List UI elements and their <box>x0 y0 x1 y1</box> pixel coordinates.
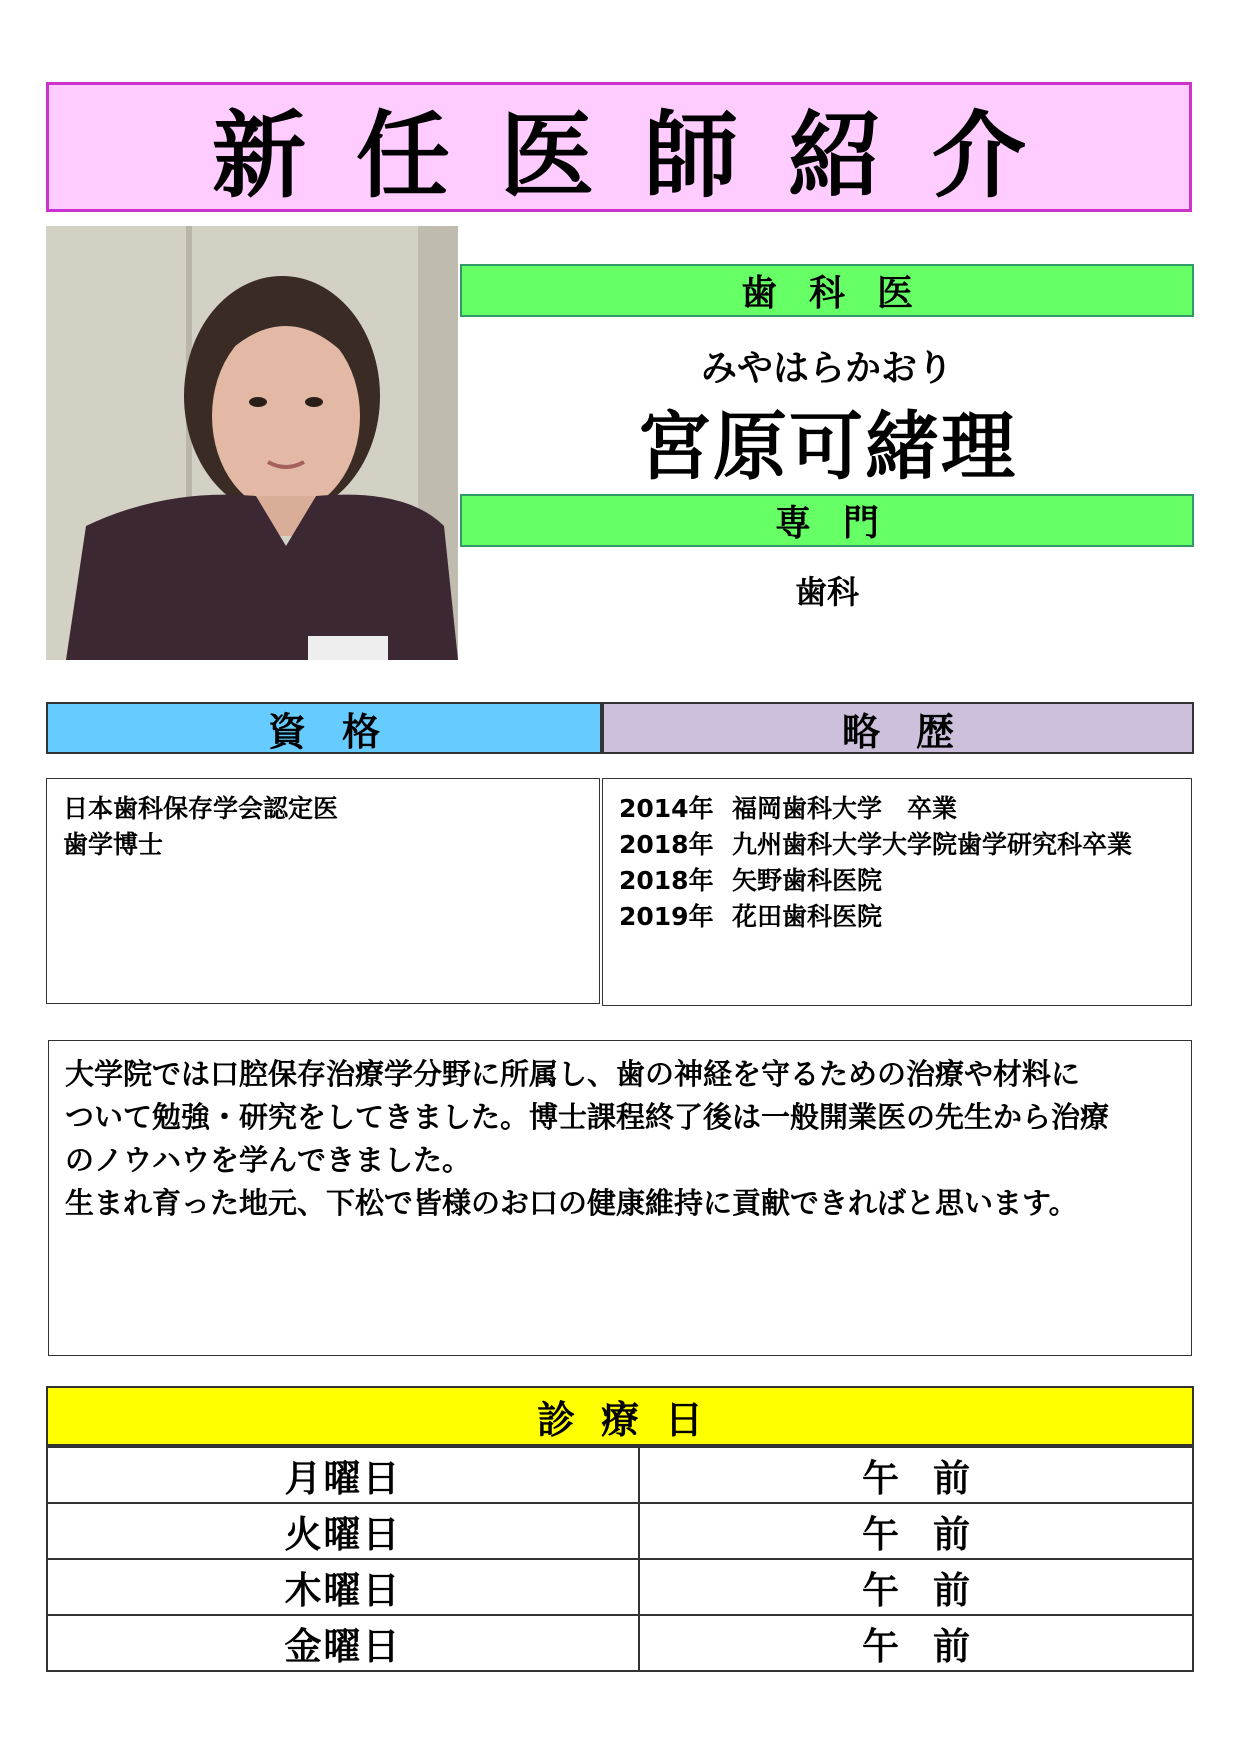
message-line: 大学院では口腔保存治療学分野に所属し、歯の神経を守るための治療や材料に <box>65 1057 1081 1091</box>
doctor-message <box>48 1040 1192 1356</box>
history-text: 矢野歯科医院 <box>732 866 883 895</box>
history-year: 2019年 <box>619 902 714 931</box>
history-item <box>619 827 1175 863</box>
qualifications-header: 資格 <box>46 702 602 754</box>
schedule-time: 午前 <box>639 1559 1193 1615</box>
history-item <box>619 899 1175 935</box>
specialty-value: 歯科 <box>794 573 859 611</box>
qualification-item: 日本歯科保存学会認定医 <box>63 794 339 823</box>
schedule-day: 金曜日 <box>47 1615 639 1671</box>
schedule-time: 午前 <box>639 1503 1193 1559</box>
history-text: 九州歯科大学大学院歯学研究科卒業 <box>732 830 1133 859</box>
schedule-time: 午前 <box>639 1447 1193 1503</box>
history-text: 福岡歯科大学 卒業 <box>732 794 958 823</box>
table-row <box>47 1615 1193 1671</box>
history-year: 2018年 <box>619 830 714 859</box>
schedule-day: 火曜日 <box>47 1503 639 1559</box>
doctor-photo <box>46 226 458 660</box>
schedule-header: 診療日 <box>46 1386 1194 1446</box>
history-year: 2018年 <box>619 866 714 895</box>
portrait-image <box>46 226 458 660</box>
department-header: 歯科医 <box>460 264 1194 317</box>
qualifications-list <box>46 778 600 1004</box>
table-row <box>47 1447 1193 1503</box>
message-line: ついて勉強・研究をしてきました。博士課程終了後は一般開業医の先生から治療 <box>65 1100 1110 1134</box>
table-row <box>47 1503 1193 1559</box>
schedule-day: 木曜日 <box>47 1559 639 1615</box>
history-year: 2014年 <box>619 794 714 823</box>
history-text: 花田歯科医院 <box>732 902 883 931</box>
name-kana: みやはらかおり <box>700 348 953 389</box>
specialty-header: 専門 <box>460 494 1194 547</box>
history-header: 略歴 <box>602 702 1194 754</box>
schedule-table <box>46 1446 1194 1672</box>
doctor-name: 宮原可緒理 <box>637 404 1017 490</box>
schedule-day: 月曜日 <box>47 1447 639 1503</box>
message-line: 生まれ育った地元、下松で皆様のお口の健康維持に貢献できればと思います。 <box>65 1186 1078 1220</box>
message-line: のノウハウを学んできました。 <box>65 1143 472 1177</box>
page-title: 新任医師紹介 <box>46 82 1192 212</box>
qualification-item: 歯学博士 <box>63 830 164 859</box>
table-row <box>47 1559 1193 1615</box>
history-list <box>602 778 1192 1006</box>
schedule-time: 午前 <box>639 1615 1193 1671</box>
history-item <box>619 791 1175 827</box>
history-item <box>619 863 1175 899</box>
